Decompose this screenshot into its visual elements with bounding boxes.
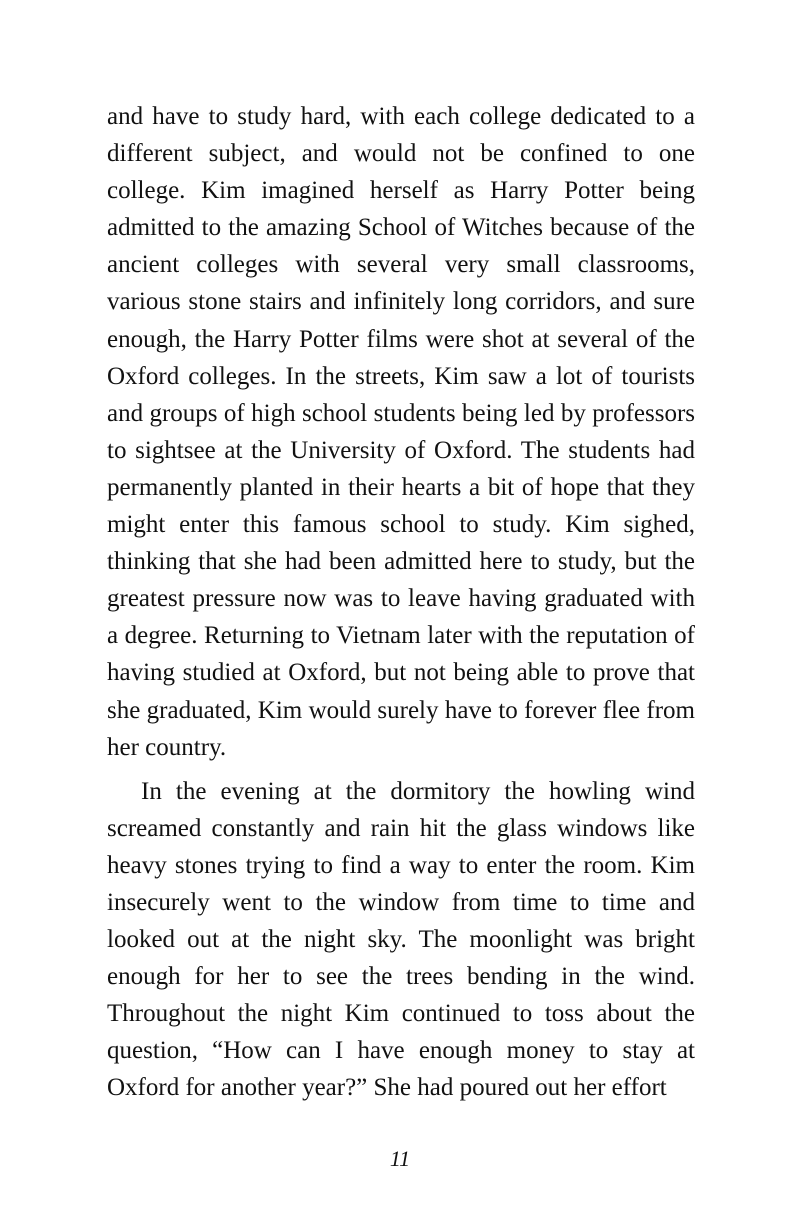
paragraph-1: and have to study hard, with each college dedicated to a different subject, and would not be confined to one college. Kim imagined herself as Harry Potter being admitted to the amazing School of Witches because of the ancient colleges with several very small classrooms, various stone stairs and infinitely long corridors, and sure enough, the Harry Potter films were shot at several of the Oxford colleges. In the streets, Kim saw a lot of tourists and groups of high school students being led by professors to sightsee at the University of Oxford. The students had permanently planted in their hearts a bit of hope that they might enter this famous school to study. Kim sighed, thinking that she had been admitted here to study, but the greatest pressure now was to leave having graduated with a degree. Returning to Vietnam later with the reputation of having studied at Oxford, but not being able to prove that she graduated, Kim would surely have to forever flee from her country.: [107, 103, 695, 761]
paragraph-2: In the evening at the dormitory the howling wind screamed constantly and rain hit the glass windows like heavy stones trying to find a way to enter the room. Kim insecurely went to the window from time to time and looked out at the night sky. The moonlight was bright enough for her to see the trees bending in the wind. Throughout the night Kim continued to toss about the question, “How can I have enough money to stay at Oxford for another year?” She had poured out her effort: [107, 777, 695, 1102]
page-number: 11: [389, 1146, 411, 1171]
body-text: [107, 98, 695, 1107]
